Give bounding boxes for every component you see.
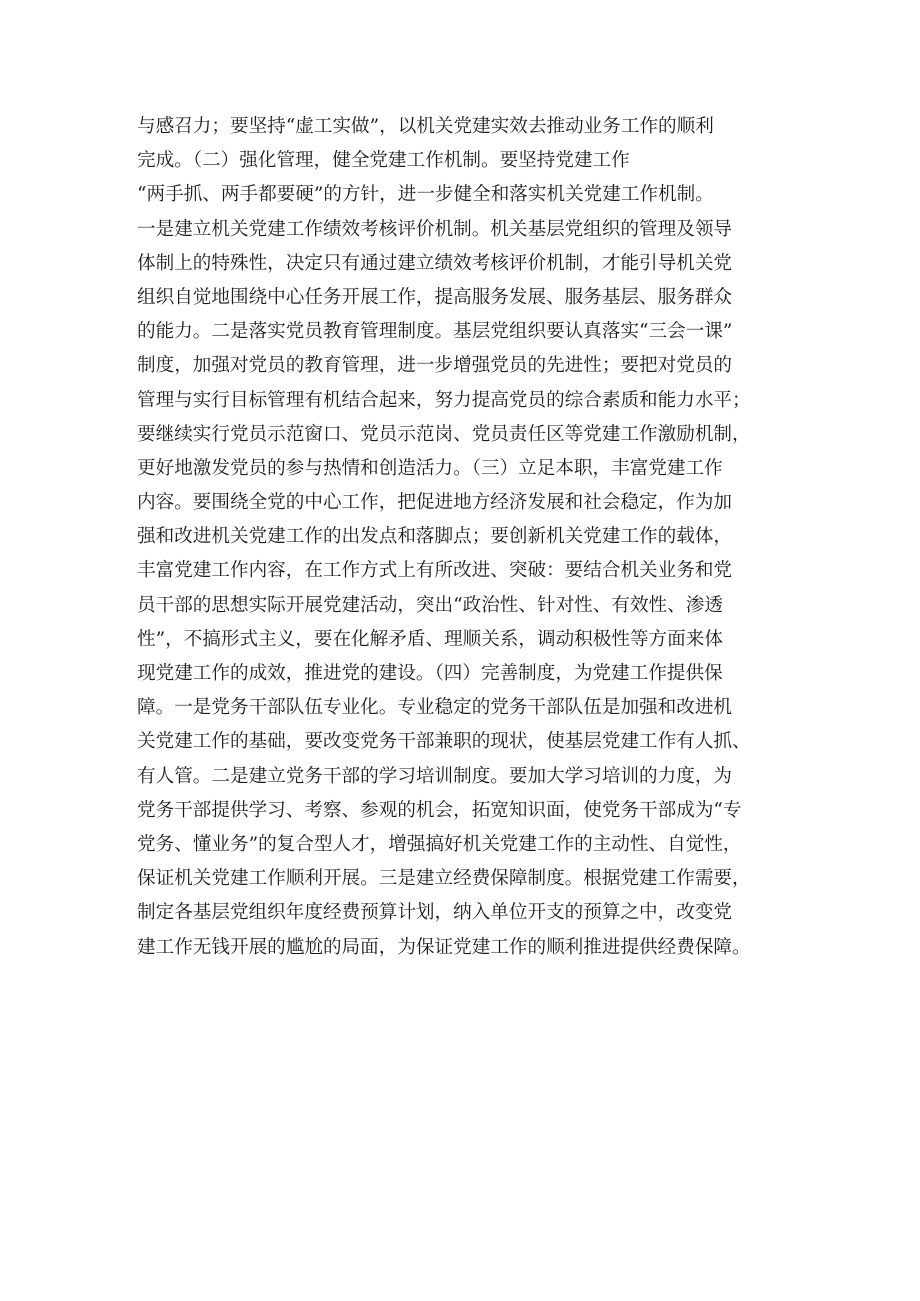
text-line: 管理与实行目标管理有机结合起来，努力提高党员的综合素质和能力水平； bbox=[137, 389, 751, 411]
text-line: 一是建立机关党建工作绩效考核评价机制。机关基层党组织的管理及领导 bbox=[137, 218, 733, 240]
text-line: 有人管。二是建立党务干部的学习培训制度。要加大学习培训的力度，为 bbox=[137, 765, 733, 787]
text-line: 员干部的思想实际开展党建活动，突出“政治性、针对性、有效性、渗透 bbox=[137, 594, 723, 616]
text-line: 更好地激发党员的参与热情和创造活力。（三）立足本职，丰富党建工作 bbox=[137, 457, 723, 479]
text-line: 建工作无钱开展的尴尬的局面，为保证党建工作的顺利推进提供经费保障。 bbox=[137, 936, 751, 958]
text-line: 性”，不搞形式主义，要在化解矛盾、理顺关系，调动积极性等方面来体 bbox=[137, 628, 723, 650]
text-line: 完成。（二）强化管理，健全党建工作机制。要坚持党建工作 bbox=[137, 150, 630, 172]
text-line: 保证机关党建工作顺利开展。三是建立经费保障制度。根据党建工作需要， bbox=[137, 868, 751, 890]
text-line: 障。一是党务干部队伍专业化。专业稳定的党务干部队伍是加强和改进机 bbox=[137, 697, 733, 719]
text-line: 要继续实行党员示范窗口、党员示范岗、党员责任区等党建工作激励机制， bbox=[137, 423, 751, 445]
text-line: 关党建工作的基础，要改变党务干部兼职的现状，使基层党建工作有人抓、 bbox=[137, 731, 751, 753]
text-line: 制度，加强对党员的教育管理，进一步增强党员的先进性；要把对党员的 bbox=[137, 355, 733, 377]
text-line: 的能力。二是落实党员教育管理制度。基层党组织要认真落实“三会一课” bbox=[137, 321, 733, 343]
text-line: “两手抓、两手都要硬”的方针，进一步健全和落实机关党建工作机制。 bbox=[137, 184, 714, 206]
text-line: 内容。要围绕全党的中心工作，把促进地方经济发展和社会稳定，作为加 bbox=[137, 492, 733, 514]
text-line: 党务、懂业务”的复合型人才，增强搞好机关党建工作的主动性、自觉性， bbox=[137, 833, 742, 855]
text-line: 党务干部提供学习、考察、参观的机会，拓宽知识面，使党务干部成为“专 bbox=[137, 799, 742, 821]
text-line: 体制上的特殊性，决定只有通过建立绩效考核评价机制，才能引导机关党 bbox=[137, 252, 733, 274]
text-line: 制定各基层党组织年度经费预算计划，纳入单位开支的预算之中，改变党 bbox=[137, 902, 733, 924]
text-line: 丰富党建工作内容，在工作方式上有所改进、突破：要结合机关业务和党 bbox=[137, 560, 733, 582]
text-line: 强和改进机关党建工作的出发点和落脚点；要创新机关党建工作的载体， bbox=[137, 526, 733, 548]
body-text bbox=[137, 110, 797, 965]
text-line: 现党建工作的成效，推进党的建设。（四）完善制度，为党建工作提供保 bbox=[137, 663, 723, 684]
text-line: 与感召力；要坚持“虚工实做”，以机关党建实效去推动业务工作的顺利 bbox=[137, 116, 714, 137]
text-line: 组织自觉地围绕中心任务开展工作，提高服务发展、服务基层、服务群众 bbox=[137, 286, 733, 308]
